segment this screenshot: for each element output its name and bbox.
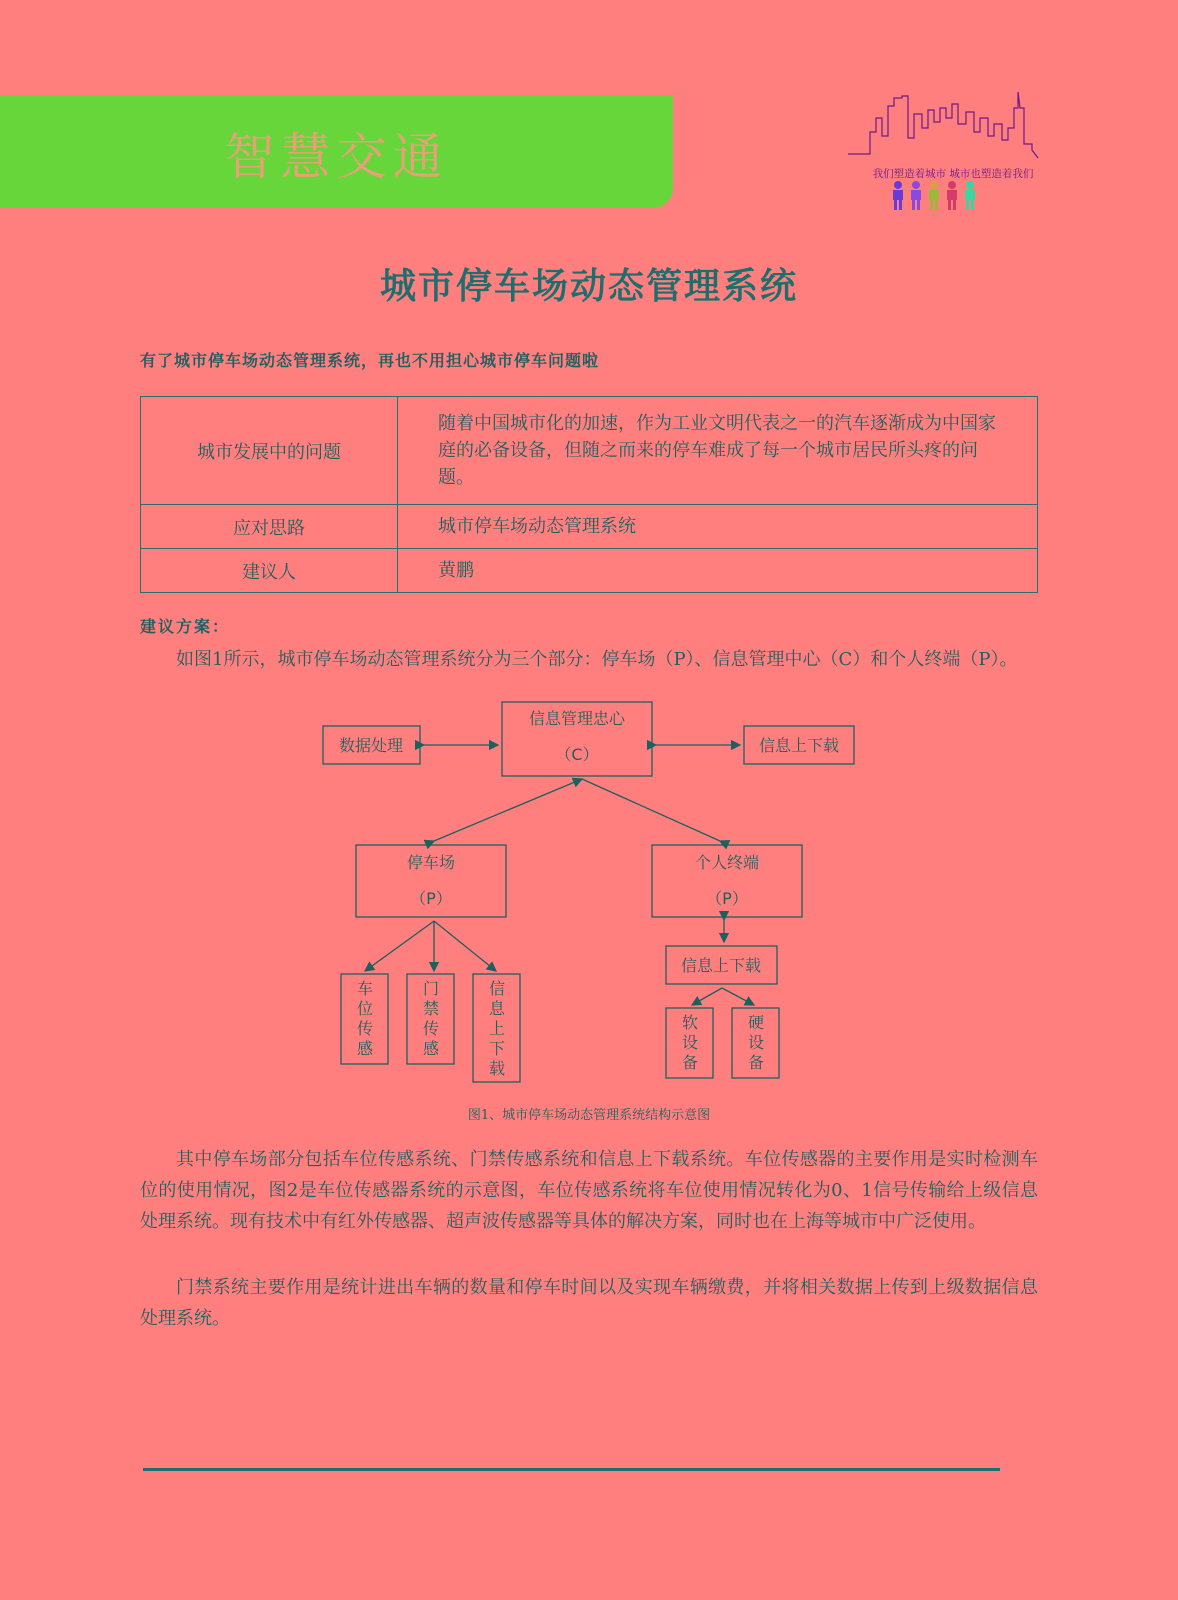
connector	[692, 988, 722, 1005]
hardware-char: 硬	[747, 1013, 765, 1032]
software-char: 设	[681, 1033, 699, 1052]
info-updown-top-label: 信息上下载	[758, 736, 840, 755]
banner-title: 智慧交通	[224, 128, 449, 186]
table-cell-value: 黄鹏	[398, 549, 1038, 593]
table-cell-label: 城市发展中的问题	[141, 397, 398, 505]
spot-sensor-char: 传	[356, 1019, 374, 1038]
spot-sensor-char: 车	[356, 979, 374, 998]
paragraph-gate: 门禁系统主要作用是统计进出车辆的数量和停车时间以及实现车辆缴费，并将相关数据上传到上级数据信息处理系统。	[140, 1277, 1038, 1329]
logo-slogan: 我们塑造着城市 城市也塑造着我们	[872, 168, 1034, 180]
paragraph-parking: 其中停车场部分包括车位传感系统、门禁传感系统和信息上下载系统。车位传感器的主要作用是实时检测车位的使用情况，图2是车位传感器系统的示意图，车位传感系统将车位使用情况转化为0、1信号传输给上级信息处理系统。现有技术中有红外传感器、超声波传感器等具体的解决方案，同时也在上海等城市中广泛使用。	[140, 1149, 1038, 1232]
system-diagram	[0, 690, 1178, 1090]
info-updown-char: 信	[488, 979, 506, 998]
article-title: 城市停车场动态管理系统	[379, 266, 798, 307]
connector	[722, 988, 754, 1005]
gate-sensor-char: 传	[422, 1019, 440, 1038]
info-updown-char: 下	[488, 1039, 506, 1058]
paragraph-intro: 如图1所示，城市停车场动态管理系统分为三个部分：停车场（P）、信息管理中心（C）和个人终端（P）。	[176, 649, 1018, 670]
info-table	[140, 396, 1038, 593]
connector	[365, 921, 434, 971]
table-cell-value: 城市停车场动态管理系统	[398, 505, 1038, 549]
info-updown-char: 载	[488, 1059, 506, 1078]
table-row	[141, 549, 1038, 593]
connector	[582, 779, 720, 841]
center-sub: （C）	[555, 745, 599, 764]
proposal-heading: 建议方案：	[140, 617, 231, 636]
table-cell-label: 应对思路	[141, 505, 398, 549]
info-updown-char: 息	[488, 999, 506, 1018]
terminal-sub: （P）	[706, 889, 748, 908]
software-char: 备	[681, 1053, 699, 1072]
parking-sub: （P）	[410, 889, 452, 908]
spot-sensor-char: 位	[356, 999, 374, 1018]
table-row	[141, 505, 1038, 549]
info-updown-bottom-label: 信息上下载	[680, 956, 762, 975]
connector	[434, 779, 582, 841]
spot-sensor-char: 感	[356, 1039, 374, 1058]
gate-sensor-char: 禁	[422, 999, 440, 1018]
city-logo	[848, 88, 1058, 218]
table-cell-value: 随着中国城市化的加速，作为工业文明代表之一的汽车逐渐成为中国家庭的必备设备，但随之而来的停车难成了每一个城市居民所头疼的问题。	[398, 397, 1038, 505]
table-row	[141, 397, 1038, 505]
skyline-icon	[848, 88, 1058, 168]
bottom-divider	[143, 1468, 1000, 1471]
data-processing-label: 数据处理	[338, 736, 404, 755]
software-char: 软	[681, 1013, 699, 1032]
table-cell-label: 建议人	[141, 549, 398, 593]
terminal-title: 个人终端	[694, 853, 760, 872]
center-title: 信息管理忠心	[528, 709, 626, 728]
people-icon	[848, 180, 1058, 216]
parking-title: 停车场	[406, 853, 456, 872]
hardware-char: 设	[747, 1033, 765, 1052]
figure-caption: 图1、城市停车场动态管理系统结构示意图	[467, 1108, 711, 1123]
gate-sensor-char: 感	[422, 1039, 440, 1058]
connector	[434, 921, 496, 971]
info-updown-char: 上	[488, 1019, 506, 1038]
hardware-char: 备	[747, 1053, 765, 1072]
article-subtitle: 有了城市停车场动态管理系统，再也不用担心城市停车问题啦	[140, 351, 600, 370]
gate-sensor-char: 门	[422, 979, 440, 998]
header-banner	[0, 95, 673, 208]
